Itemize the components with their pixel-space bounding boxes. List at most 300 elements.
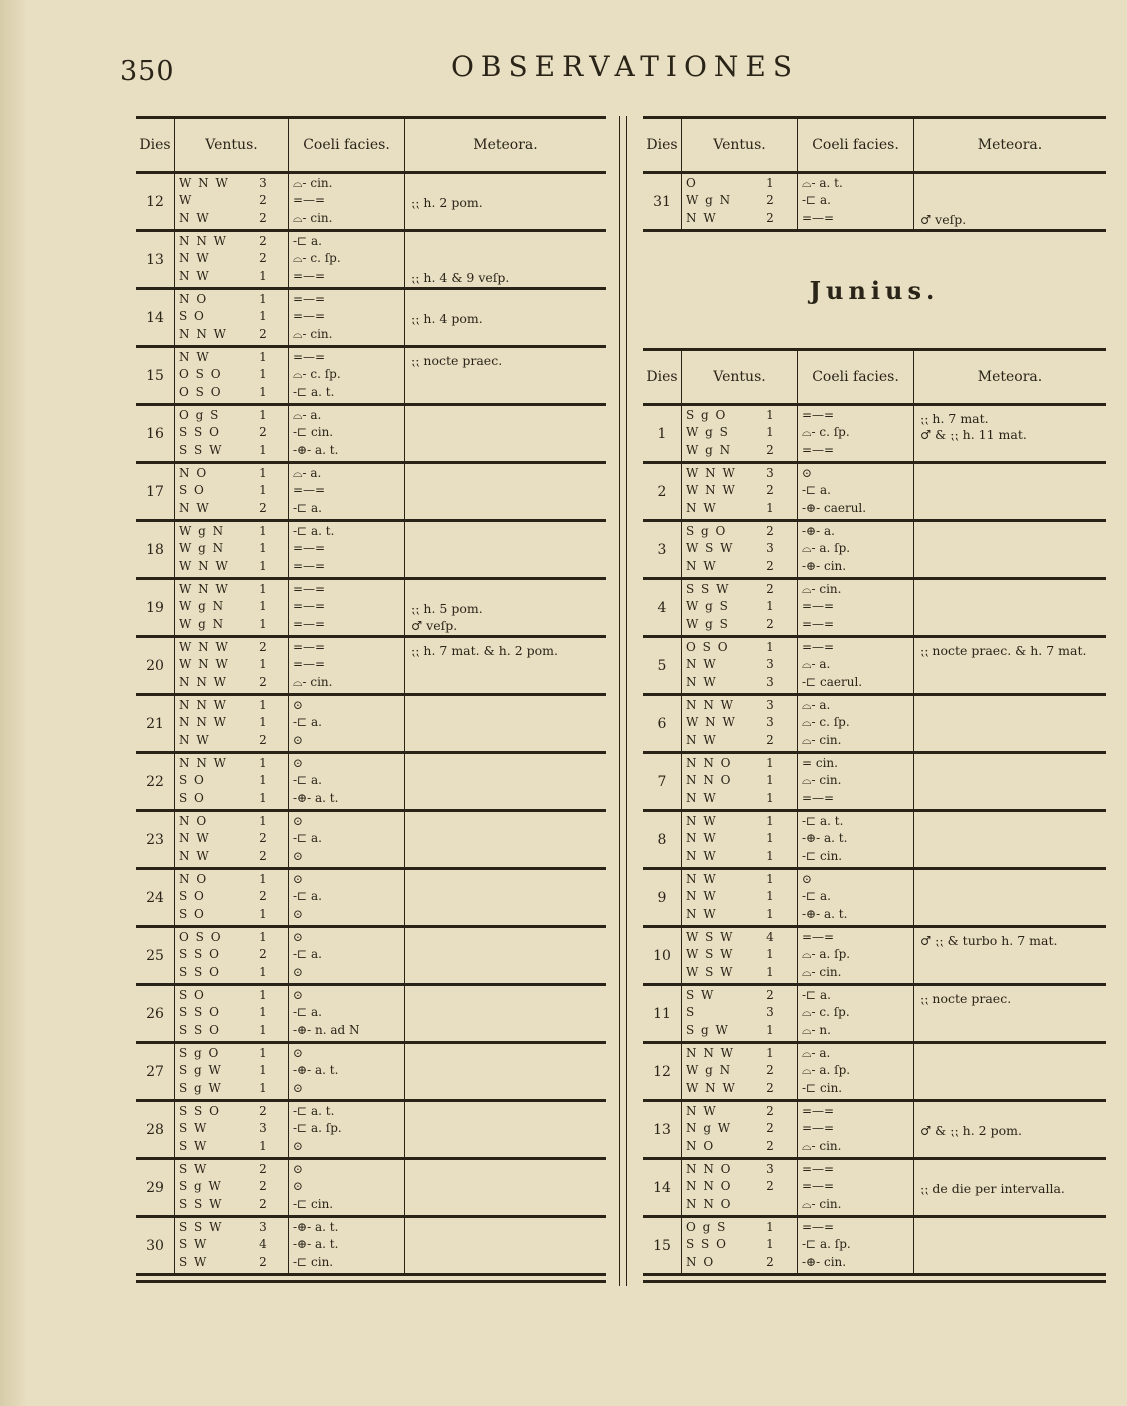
wind-entry bbox=[686, 756, 797, 771]
coeli-cell bbox=[797, 1218, 913, 1273]
wind-entry bbox=[179, 524, 288, 539]
wind-force: 2 bbox=[259, 1179, 267, 1194]
wind-force: 1 bbox=[259, 1063, 267, 1078]
wind-force: 1 bbox=[766, 848, 774, 863]
meteora-entry: ⁏⁏ h. 7 mat. bbox=[920, 411, 989, 426]
ventus-cell bbox=[681, 1102, 797, 1157]
wind-direction: W g N bbox=[179, 524, 225, 539]
meteora-cell bbox=[913, 986, 1106, 1041]
wind-entry bbox=[686, 1162, 797, 1177]
sky-entry: -⊕- a. t. bbox=[293, 442, 339, 457]
wind-force: 1 bbox=[259, 1080, 267, 1095]
meteora-cell bbox=[404, 696, 606, 751]
wind-force: 1 bbox=[259, 599, 267, 614]
coeli-cell bbox=[797, 1044, 913, 1099]
ventus-cell bbox=[681, 406, 797, 461]
wind-force: 1 bbox=[259, 466, 267, 481]
sky-entry: =—= bbox=[293, 582, 326, 597]
wind-direction: N N W bbox=[179, 698, 228, 713]
coeli-cell bbox=[797, 812, 913, 867]
ventus-cell bbox=[681, 928, 797, 983]
wind-direction: N W bbox=[686, 732, 718, 747]
wind-force: 2 bbox=[766, 483, 774, 498]
day-cell: 14 bbox=[653, 1179, 671, 1196]
meteora-cell bbox=[913, 870, 1106, 925]
wind-direction: W N W bbox=[686, 466, 737, 481]
sky-entry: ⊙ bbox=[293, 988, 304, 1003]
table-row bbox=[643, 986, 1106, 1044]
ventus-cell bbox=[174, 870, 288, 925]
table-row bbox=[643, 406, 1106, 464]
wind-force: 2 bbox=[259, 947, 267, 962]
table-row bbox=[643, 928, 1106, 986]
wind-force: 2 bbox=[259, 831, 267, 846]
wind-force: 2 bbox=[259, 326, 267, 341]
wind-entry bbox=[179, 698, 288, 713]
wind-entry bbox=[686, 965, 797, 980]
wind-force: 2 bbox=[766, 1138, 774, 1153]
wind-force: 2 bbox=[766, 524, 774, 539]
meteora-entry: ⁏⁏ nocte praec. bbox=[920, 991, 1012, 1006]
wind-direction: S W bbox=[179, 1254, 208, 1269]
header-meteora: Meteora. bbox=[913, 119, 1106, 171]
wind-direction: O S O bbox=[179, 384, 223, 399]
wind-direction: N W bbox=[686, 906, 718, 921]
wind-force: 1 bbox=[259, 292, 267, 307]
wind-force: 1 bbox=[259, 408, 267, 423]
meteora-entry: ⁏⁏ h. 5 pom. bbox=[411, 601, 483, 616]
wind-direction: S O bbox=[179, 906, 206, 921]
sky-entry: =—= bbox=[802, 599, 835, 614]
wind-direction: N N W bbox=[179, 756, 228, 771]
wind-entry bbox=[686, 1197, 797, 1212]
wind-entry bbox=[686, 582, 797, 597]
coeli-cell bbox=[288, 1102, 404, 1157]
wind-direction: N N W bbox=[179, 674, 228, 689]
wind-direction: N W bbox=[686, 1104, 718, 1119]
wind-direction: N N O bbox=[686, 1162, 732, 1177]
sky-entry: -⊕- a. t. bbox=[293, 1220, 339, 1235]
sky-entry: ⌓- a. t. bbox=[802, 176, 843, 191]
wind-direction: S S O bbox=[179, 964, 221, 979]
day-cell: 26 bbox=[146, 1005, 164, 1022]
day-cell: 11 bbox=[653, 1005, 671, 1022]
meteora-cell bbox=[404, 812, 606, 867]
wind-direction: N W bbox=[686, 889, 718, 904]
wind-force: 3 bbox=[766, 674, 774, 689]
wind-force: 1 bbox=[766, 947, 774, 962]
wind-force: 3 bbox=[766, 541, 774, 556]
wind-force: 4 bbox=[259, 1237, 267, 1252]
ventus-cell bbox=[681, 580, 797, 635]
wind-direction: W S W bbox=[686, 947, 735, 962]
sky-entry: -⊕- a. t. bbox=[293, 1063, 339, 1078]
wind-force: 1 bbox=[259, 309, 267, 324]
wind-entry bbox=[179, 872, 288, 887]
sky-entry: -⊕- a. bbox=[802, 524, 835, 539]
wind-force: 3 bbox=[766, 657, 774, 672]
table-row bbox=[136, 928, 606, 986]
column-divider bbox=[619, 116, 627, 1286]
wind-direction: S g W bbox=[179, 1063, 223, 1078]
wind-direction: N W bbox=[686, 500, 718, 515]
wind-direction: N W bbox=[179, 500, 211, 515]
wind-direction: S S O bbox=[179, 1005, 221, 1020]
table-row bbox=[643, 696, 1106, 754]
wind-direction: N N W bbox=[686, 698, 735, 713]
wind-entry bbox=[686, 1023, 797, 1038]
wind-direction: S S W bbox=[179, 1220, 223, 1235]
wind-direction: S g W bbox=[686, 1022, 730, 1037]
sky-entry: ⊙ bbox=[293, 930, 304, 945]
table-row bbox=[643, 870, 1106, 928]
wind-entry bbox=[686, 715, 797, 730]
wind-entry bbox=[179, 251, 288, 266]
wind-force: 1 bbox=[259, 872, 267, 887]
sky-entry: ⌓- cin. bbox=[293, 176, 333, 191]
coeli-cell bbox=[288, 522, 404, 577]
wind-direction: N W bbox=[686, 657, 718, 672]
wind-entry bbox=[686, 1104, 797, 1119]
wind-force: 3 bbox=[259, 1220, 267, 1235]
table-row bbox=[136, 812, 606, 870]
wind-entry bbox=[686, 814, 797, 829]
wind-force: 1 bbox=[766, 408, 774, 423]
meteora-cell bbox=[913, 1102, 1106, 1157]
sky-entry: ⌓- c. ſp. bbox=[802, 1005, 850, 1020]
wind-force: 1 bbox=[259, 483, 267, 498]
wind-force: 1 bbox=[259, 541, 267, 556]
wind-force: 2 bbox=[766, 1254, 774, 1269]
header-coeli: Coeli facies. bbox=[288, 119, 404, 171]
coeli-cell bbox=[288, 406, 404, 461]
wind-entry bbox=[686, 559, 797, 574]
wind-force: 2 bbox=[259, 1104, 267, 1119]
wind-entry bbox=[179, 367, 288, 382]
sky-entry: -⊕- a. t. bbox=[293, 790, 339, 805]
wind-entry bbox=[686, 408, 797, 423]
day-cell: 10 bbox=[653, 947, 671, 964]
table-row bbox=[643, 638, 1106, 696]
table-row bbox=[643, 174, 1106, 232]
sky-entry: -⊕- cin. bbox=[802, 558, 847, 573]
wind-entry bbox=[686, 657, 797, 672]
ventus-cell bbox=[681, 1044, 797, 1099]
table-row bbox=[136, 174, 606, 232]
wind-force: 1 bbox=[766, 425, 774, 440]
meteora-cell bbox=[404, 870, 606, 925]
wind-direction: N W bbox=[686, 872, 718, 887]
sky-entry: -⊏ a. bbox=[293, 831, 322, 846]
wind-force: 1 bbox=[259, 616, 267, 631]
day-cell: 20 bbox=[146, 657, 164, 674]
sky-entry: -⊏ cin. bbox=[293, 1196, 334, 1211]
table-row bbox=[136, 1102, 606, 1160]
wind-direction: N W bbox=[686, 210, 718, 225]
sky-entry: -⊏ a. bbox=[293, 715, 322, 730]
ventus-cell bbox=[681, 1218, 797, 1273]
wind-direction: N W bbox=[179, 848, 211, 863]
table-row bbox=[643, 754, 1106, 812]
wind-direction: N W bbox=[686, 831, 718, 846]
meteora-entry: ⁏⁏ h. 4 pom. bbox=[411, 311, 483, 326]
sky-entry: ⌓- a. ſp. bbox=[802, 541, 851, 556]
wind-force: 1 bbox=[766, 176, 774, 191]
wind-direction: N N O bbox=[686, 1196, 732, 1211]
meteora-cell bbox=[404, 580, 606, 635]
wind-entry bbox=[179, 849, 288, 864]
sky-entry: ⌓- cin. bbox=[802, 732, 842, 747]
wind-entry bbox=[179, 408, 288, 423]
wind-entry bbox=[686, 1255, 797, 1270]
ventus-cell bbox=[681, 812, 797, 867]
wind-force: 1 bbox=[766, 964, 774, 979]
wind-entry bbox=[686, 1005, 797, 1020]
wind-direction: W g N bbox=[179, 541, 225, 556]
wind-direction: S S W bbox=[179, 442, 223, 457]
wind-force: 1 bbox=[766, 500, 774, 515]
day-cell: 19 bbox=[146, 599, 164, 616]
coeli-cell bbox=[288, 174, 404, 229]
sky-entry: -⊏ a. bbox=[802, 483, 831, 498]
meteora-entry: ⁏⁏ nocte praec. bbox=[411, 353, 503, 368]
sky-entry: =—= bbox=[293, 599, 326, 614]
wind-direction: S O bbox=[179, 483, 206, 498]
wind-force: 2 bbox=[766, 1179, 774, 1194]
meteora-entry: ⁏⁏ h. 2 pom. bbox=[411, 195, 483, 210]
ventus-cell bbox=[174, 348, 288, 403]
ventus-cell bbox=[174, 174, 288, 229]
sky-entry: ⊙ bbox=[293, 906, 304, 921]
wind-entry bbox=[179, 889, 288, 904]
wind-force: 1 bbox=[766, 889, 774, 904]
wind-force: 1 bbox=[766, 1022, 774, 1037]
sky-entry: -⊏ a. t. bbox=[293, 384, 335, 399]
day-cell: 18 bbox=[146, 541, 164, 558]
sky-entry: =—= bbox=[802, 1179, 835, 1194]
day-cell: 12 bbox=[146, 193, 164, 210]
wind-entry bbox=[686, 443, 797, 458]
wind-entry bbox=[179, 1139, 288, 1154]
wind-force: 1 bbox=[766, 1220, 774, 1235]
wind-direction: N O bbox=[179, 814, 208, 829]
table-row bbox=[643, 1160, 1106, 1218]
sky-entry: ⊙ bbox=[293, 1179, 304, 1194]
table-row bbox=[643, 522, 1106, 580]
coeli-cell bbox=[797, 1160, 913, 1215]
coeli-cell bbox=[288, 870, 404, 925]
sky-entry: =—= bbox=[802, 640, 835, 655]
ventus-cell bbox=[681, 464, 797, 519]
coeli-cell bbox=[288, 1044, 404, 1099]
wind-entry bbox=[686, 524, 797, 539]
table-row bbox=[136, 638, 606, 696]
wind-direction: W N W bbox=[686, 715, 737, 730]
ventus-cell bbox=[174, 232, 288, 287]
wind-force: 1 bbox=[259, 524, 267, 539]
wind-entry bbox=[179, 1023, 288, 1038]
sky-entry: ⌓- a. bbox=[802, 657, 831, 672]
sky-entry: -⊕- caerul. bbox=[802, 500, 867, 515]
table-row bbox=[136, 1044, 606, 1102]
sky-entry: =—= bbox=[802, 1121, 835, 1136]
wind-direction: S S O bbox=[179, 425, 221, 440]
wind-force: 1 bbox=[259, 442, 267, 457]
meteora-cell bbox=[404, 638, 606, 693]
wind-entry bbox=[686, 483, 797, 498]
meteora-cell bbox=[404, 1044, 606, 1099]
wind-force: 2 bbox=[766, 988, 774, 1003]
wind-direction: W N W bbox=[179, 176, 230, 191]
wind-entry bbox=[686, 889, 797, 904]
coeli-cell bbox=[797, 174, 913, 229]
header-meteora: Meteora. bbox=[913, 351, 1106, 403]
sky-entry: ⊙ bbox=[293, 1162, 304, 1177]
day-cell: 12 bbox=[653, 1063, 671, 1080]
sky-entry: -⊏ a. t. bbox=[293, 524, 335, 539]
wind-direction: N O bbox=[686, 1138, 715, 1153]
sky-entry: =—= bbox=[802, 1220, 835, 1235]
wind-force: 4 bbox=[766, 930, 774, 945]
sky-entry: =—= bbox=[802, 616, 835, 631]
ventus-cell bbox=[174, 1160, 288, 1215]
wind-force: 3 bbox=[766, 466, 774, 481]
ventus-cell bbox=[174, 290, 288, 345]
table-row bbox=[136, 754, 606, 812]
wind-force: 2 bbox=[259, 193, 267, 208]
ventus-cell bbox=[174, 928, 288, 983]
wind-entry bbox=[179, 1220, 288, 1235]
wind-force: 2 bbox=[259, 425, 267, 440]
wind-force: 3 bbox=[766, 1005, 774, 1020]
wind-direction: O g S bbox=[686, 1220, 727, 1235]
table-row bbox=[643, 580, 1106, 638]
wind-entry bbox=[179, 443, 288, 458]
wind-direction: W S W bbox=[686, 541, 735, 556]
wind-entry bbox=[686, 831, 797, 846]
sky-entry: ⊙ bbox=[293, 1138, 304, 1153]
sky-entry: ⌓- cin. bbox=[293, 674, 333, 689]
wind-force: 1 bbox=[259, 930, 267, 945]
sky-entry: ⌓- a. bbox=[293, 408, 322, 423]
sky-entry: -⊏ a. bbox=[802, 193, 831, 208]
wind-direction: S g W bbox=[179, 1080, 223, 1095]
table-row bbox=[643, 1102, 1106, 1160]
wind-force: 1 bbox=[259, 988, 267, 1003]
wind-direction: S W bbox=[179, 1138, 208, 1153]
header-dies: Dies bbox=[646, 369, 678, 385]
sky-entry: ⊙ bbox=[802, 466, 813, 481]
table-row bbox=[643, 812, 1106, 870]
wind-entry bbox=[179, 947, 288, 962]
sky-entry: -⊏ a. bbox=[293, 889, 322, 904]
header-coeli: Coeli facies. bbox=[797, 351, 913, 403]
wind-entry bbox=[179, 425, 288, 440]
sky-entry: =—= bbox=[802, 442, 835, 457]
sky-entry: ⌓- a. bbox=[802, 698, 831, 713]
wind-force: 1 bbox=[259, 350, 267, 365]
wind-direction: S g O bbox=[686, 408, 727, 423]
wind-direction: S O bbox=[179, 889, 206, 904]
wind-force: 2 bbox=[766, 582, 774, 597]
wind-entry bbox=[179, 309, 288, 324]
meteora-cell bbox=[404, 522, 606, 577]
wind-force: 2 bbox=[259, 1162, 267, 1177]
wind-entry bbox=[179, 814, 288, 829]
day-cell: 1 bbox=[657, 425, 667, 442]
wind-force: 2 bbox=[766, 1121, 774, 1136]
meteora-cell bbox=[404, 928, 606, 983]
sky-entry: -⊏ cin. bbox=[293, 1254, 334, 1269]
sky-entry: =—= bbox=[293, 292, 326, 307]
meteora-cell bbox=[404, 348, 606, 403]
left-table-body bbox=[136, 174, 606, 1276]
wind-entry bbox=[179, 1197, 288, 1212]
sky-entry: -⊏ cin. bbox=[293, 425, 334, 440]
wind-force: 2 bbox=[766, 558, 774, 573]
header-dies: Dies bbox=[139, 137, 171, 153]
wind-force: 3 bbox=[259, 1121, 267, 1136]
wind-force: 1 bbox=[259, 384, 267, 399]
sky-entry: ⊙ bbox=[293, 964, 304, 979]
wind-entry bbox=[179, 1005, 288, 1020]
meteora-cell bbox=[404, 986, 606, 1041]
wind-entry bbox=[179, 559, 288, 574]
wind-entry bbox=[179, 350, 288, 365]
wind-direction: S g O bbox=[179, 1046, 220, 1061]
wind-direction: S S O bbox=[179, 1022, 221, 1037]
wind-entry bbox=[686, 176, 797, 191]
wind-entry bbox=[179, 1179, 288, 1194]
wind-force: 2 bbox=[259, 640, 267, 655]
ventus-cell bbox=[174, 986, 288, 1041]
wind-direction: O S O bbox=[686, 640, 730, 655]
wind-entry bbox=[179, 657, 288, 672]
wind-entry bbox=[686, 501, 797, 516]
wind-direction: W g N bbox=[686, 1063, 732, 1078]
sky-entry: ⌓- n. bbox=[802, 1022, 831, 1037]
coeli-cell bbox=[797, 406, 913, 461]
meteora-cell bbox=[404, 406, 606, 461]
day-cell: 29 bbox=[146, 1179, 164, 1196]
sky-entry: -⊕- cin. bbox=[802, 1254, 847, 1269]
meteora-entry: ♂ & ⁏⁏ h. 2 pom. bbox=[920, 1123, 1022, 1138]
coeli-cell bbox=[288, 464, 404, 519]
wind-force: 1 bbox=[766, 831, 774, 846]
header-meteora: Meteora. bbox=[404, 119, 606, 171]
sky-entry: ⌓- cin. bbox=[293, 326, 333, 341]
ventus-cell bbox=[681, 174, 797, 229]
wind-entry bbox=[179, 617, 288, 632]
wind-force: 1 bbox=[259, 814, 267, 829]
wind-force: 1 bbox=[766, 814, 774, 829]
wind-force: 1 bbox=[259, 558, 267, 573]
wind-direction: N N W bbox=[179, 234, 228, 249]
wind-entry bbox=[686, 872, 797, 887]
sky-entry: =—= bbox=[802, 1104, 835, 1119]
table-row bbox=[136, 464, 606, 522]
meteora-entry: ⁏⁏ h. 7 mat. & h. 2 pom. bbox=[411, 643, 558, 658]
sky-entry: =—= bbox=[802, 1162, 835, 1177]
table-row bbox=[643, 1044, 1106, 1102]
sky-entry: -⊏ a. bbox=[293, 234, 322, 249]
meteora-entry: ♂ & ⁏⁏ h. 11 mat. bbox=[920, 427, 1027, 442]
day-cell: 13 bbox=[653, 1121, 671, 1138]
coeli-cell bbox=[797, 580, 913, 635]
wind-entry bbox=[686, 425, 797, 440]
wind-direction: N W bbox=[686, 848, 718, 863]
table-header bbox=[643, 116, 1106, 174]
